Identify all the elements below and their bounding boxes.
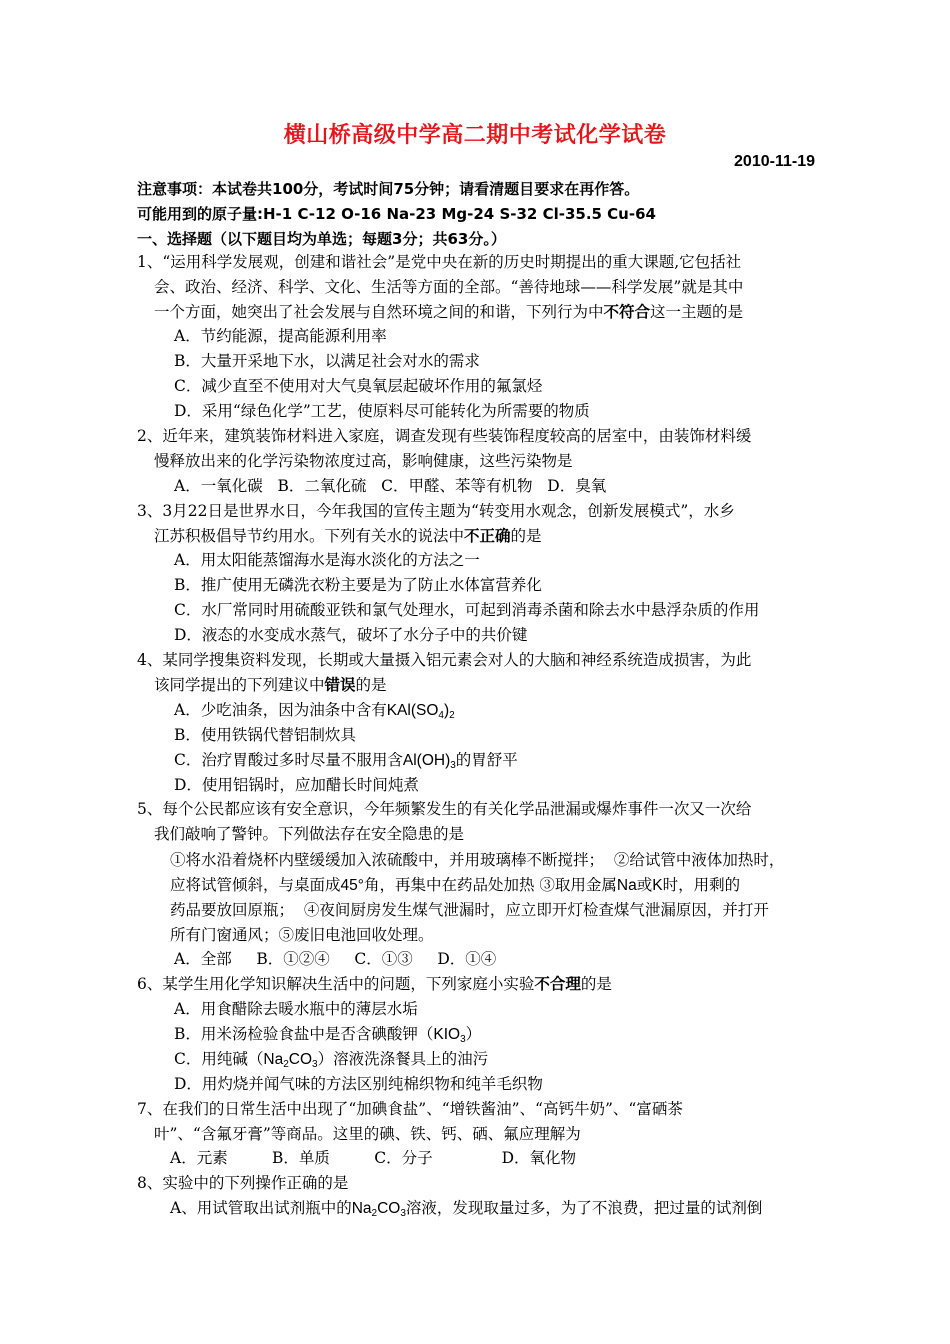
- q1-stem-line1: 1、“运用科学发展观，创建和谐社会”是党中央在新的历史时期提出的重大课题,它包括社: [137, 253, 742, 271]
- q2-options: A．一氧化碳 B．二氧化硫 C．甲醛、苯等有机物 D．臭氧: [174, 477, 607, 495]
- q5-stem-line1: 5、每个公民都应该有安全意识，今年频繁发生的有关化学品泄漏或爆炸事件一次又一次给: [137, 800, 752, 818]
- q8-stem-line1: 8、实验中的下列操作正确的是: [137, 1174, 349, 1192]
- q3-option-c: C．水厂常同时用硫酸亚铁和氯气处理水，可起到消毒杀菌和除去水中悬浮杂质的作用: [174, 601, 760, 619]
- q5-statements-line3: 药品要放回原瓶； ④夜间厨房发生煤气泄漏时，应立即开灯检查煤气泄漏原因，并打开: [170, 901, 769, 919]
- q1-option-c: C．减少直至不使用对大气臭氧层起破坏作用的氟氯烃: [174, 377, 543, 395]
- q1-stem-line2: 会、政治、经济、科学、文化、生活等方面的全部。“善待地球——科学发展”就是其中: [154, 278, 744, 296]
- q4-emphasis: 错误: [324, 676, 356, 694]
- q4-option-c: [174, 750, 518, 771]
- q7-options: A．元素 B．单质 C．分子 D．氧化物: [170, 1149, 577, 1167]
- q5-statements-line1: ①将水沿着烧杯内壁缓缓加入浓硫酸中，并用玻璃棒不断搅拌； ②给试管中液体加热时，: [170, 851, 785, 869]
- q1-stem-line3: [154, 302, 743, 322]
- q4-stem-text: 该同学提出的下列建议中: [154, 676, 325, 694]
- q5-statements-line4: 所有门窗通风；⑤废旧电池回收处理。: [170, 926, 434, 944]
- q4-option-b: B．使用铁锅代替铝制炊具: [174, 726, 356, 744]
- q3-stem-text: 江苏积极倡导节约用水。下列有关水的说法中: [154, 527, 465, 545]
- q7-stem-line1: 7、在我们的日常生活中出现了“加碘食盐”、“增铁酱油”、“高钙牛奶”、“富硒茶: [137, 1100, 683, 1118]
- q1-option-b: B．大量开采地下水，以满足社会对水的需求: [174, 352, 480, 370]
- q8-option-a: A、用试管取出试剂瓶中的$Na_2CO_3$溶液，发现取量过多，为了不浪费，把过量的试剂倒: [170, 1199, 763, 1219]
- q6-option-a: A．用食醋除去暖水瓶中的薄层水垢: [174, 1000, 418, 1018]
- q1-stem-text: 一个方面，她突出了社会发展与自然环境之间的和谐，下列行为中: [154, 303, 604, 321]
- q4-stem-tail: 的是: [355, 676, 387, 694]
- q6-stem-text: 6、某学生用化学知识解决生活中的问题，下列家庭小实验: [137, 975, 535, 993]
- q6-option-b: B．用米汤检验食盐中是否含碘酸钾$(KIO_3)$: [174, 1025, 482, 1045]
- q6-stem-tail: 的是: [580, 975, 612, 993]
- q4-c-formula: $Al(OH)_3$: [402, 752, 456, 771]
- q4-a-text: A．少吃油条，因为油条中含有: [174, 701, 387, 719]
- exam-title: 横山桥高级中学高二期中考试化学试卷: [283, 123, 667, 148]
- q5-stem-line2: 我们敲响了警钟。下列做法存在安全隐患的是: [154, 825, 465, 843]
- q4-c-tail: 的胃舒平: [455, 751, 518, 769]
- q1-emphasis: 不符合: [603, 303, 651, 321]
- q5-statements-line2: 应将试管倾斜，与桌面成45°角，再集中在药品处加热 ③取用金属Na或K时，用剩的: [170, 876, 741, 894]
- q3-stem-line2: [154, 526, 542, 546]
- q4-option-a: [174, 700, 455, 721]
- q4-c-text: C．治疗胃酸过多时尽量不服用含: [174, 751, 403, 769]
- exam-date: 2010-11-19: [734, 153, 815, 170]
- q4-a-formula: $KAl(SO_4)_2$: [386, 702, 455, 721]
- notice-line: 注意事项：本试卷共100分，考试时间75分钟；请看清题目要求在再作答。: [137, 180, 640, 198]
- section-heading: 一、选择题（以下题目均为单选；每题3分；共63分。）: [137, 230, 506, 248]
- q6-option-c: C．用纯碱$(Na_2CO_3)$溶液洗涤餐具上的油污: [174, 1050, 489, 1070]
- q3-emphasis: 不正确: [464, 527, 511, 545]
- q1-option-d: D．采用“绿色化学”工艺，使原料尽可能转化为所需要的物质: [174, 402, 590, 420]
- q7-stem-line2: 叶”、“含氟牙膏”等商品。这里的碘、铁、钙、硒、氟应理解为: [154, 1125, 581, 1143]
- q1-stem-tail: 这一主题的是: [650, 303, 744, 321]
- q5-options: A．全部 B．①②④ C．①③ D．①④: [174, 950, 497, 968]
- q4-stem-line2: [154, 675, 387, 695]
- q2-stem-line1: 2、近年来，建筑装饰材料进入家庭，调查发现有些装饰程度较高的居室中，由装饰材料缓: [137, 427, 752, 445]
- q4-option-d: D．使用铝锅时，应加醋长时间炖煮: [174, 776, 419, 794]
- q3-stem-tail: 的是: [510, 527, 542, 545]
- q3-option-b: B．推广使用无磷洗衣粉主要是为了防止水体富营养化: [174, 576, 542, 594]
- q3-option-a: A．用太阳能蒸馏海水是海水淡化的方法之一: [174, 551, 480, 569]
- q3-option-d: D．液态的水变成水蒸气，破坏了水分子中的共价键: [174, 626, 528, 644]
- atomic-mass-line: 可能用到的原子量:H-1 C-12 O-16 Na-23 Mg-24 S-32 Cl-35.5 Cu-64: [137, 205, 656, 223]
- q6-stem-line1: [137, 974, 612, 994]
- q4-stem-line1: 4、某同学搜集资料发现，长期或大量摄入铝元素会对人的大脑和神经系统造成损害，为此: [137, 651, 752, 669]
- q6-emphasis: 不合理: [534, 975, 581, 993]
- q6-option-d: D．用灼烧并闻气味的方法区别纯棉织物和纯羊毛织物: [174, 1075, 543, 1093]
- q1-option-a: A．节约能源，提高能源利用率: [174, 327, 387, 345]
- q2-stem-line2: 慢释放出来的化学污染物浓度过高，影响健康，这些污染物是: [154, 452, 573, 470]
- q3-stem-line1: 3、3月22日是世界水日，今年我国的宣传主题为“转变用水观念，创新发展模式”，水乡: [137, 502, 735, 520]
